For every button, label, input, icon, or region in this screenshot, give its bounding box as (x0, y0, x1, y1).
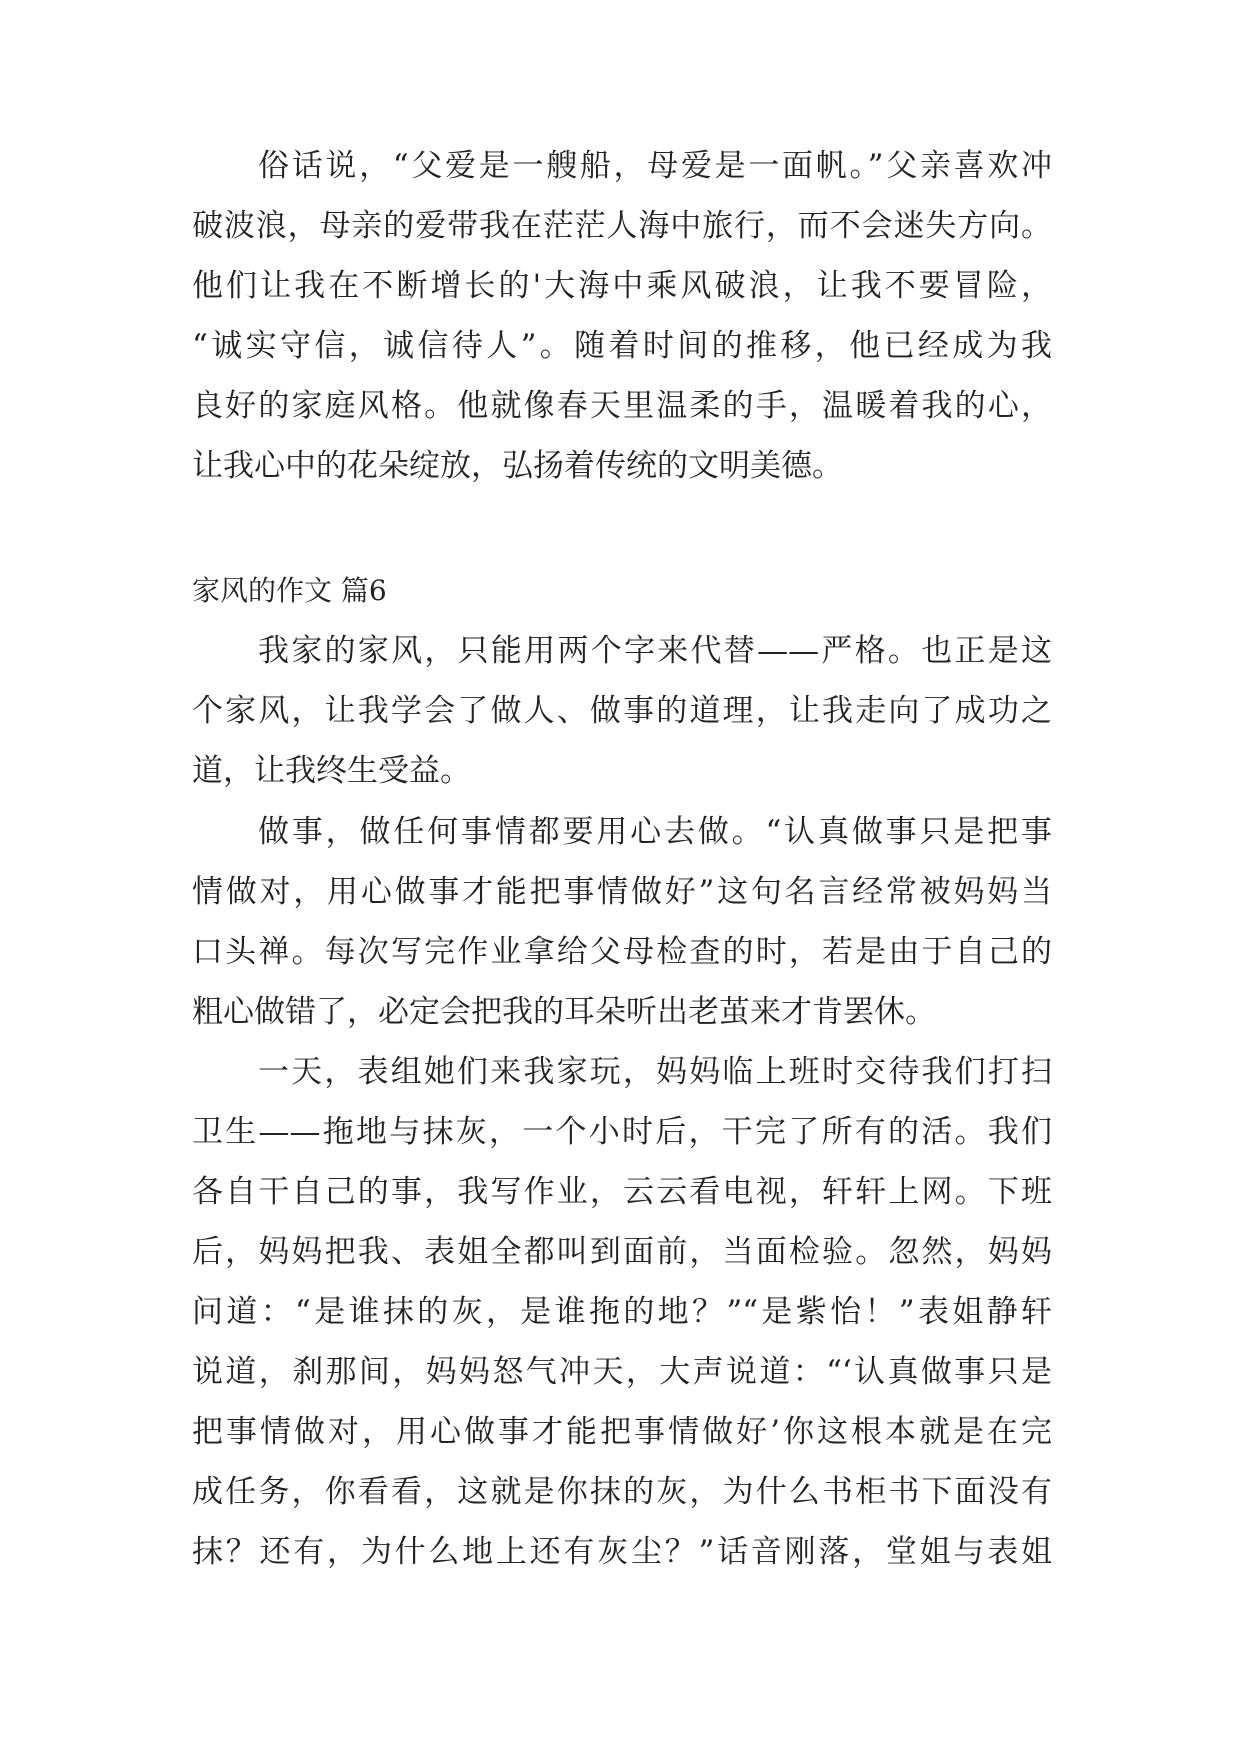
paragraph-line: 他们让我在不断增长的'大海中乘风破浪，让我不要冒险， (192, 268, 1052, 304)
paragraph-line: 各自干自己的事，我写作业，云云看电视，轩轩上网。下班 (192, 1174, 1052, 1210)
paragraph-line: 问道：“是谁抹的灰，是谁拖的地？”“是紫怡！”表姐静轩 (192, 1294, 1052, 1330)
paragraph-3 (192, 802, 1052, 1042)
paragraph-line: 说道，刹那间，妈妈怒气冲天，大声说道：“‘认真做事只是 (192, 1354, 1052, 1390)
section-heading-block (192, 561, 1052, 621)
paragraph-1 (192, 136, 1052, 496)
paragraph-line: 情做对，用心做事才能把事情做好”这句名言经常被妈妈当 (192, 874, 1052, 910)
paragraph-line: 让我心中的花朵绽放，弘扬着传统的文明美德。 (192, 448, 843, 484)
paragraph-line: 做事，做任何事情都要用心去做。“认真做事只是把事 (258, 814, 1052, 850)
paragraph-line: 道，让我终生受益。 (192, 753, 471, 789)
paragraph-line: “诚实守信，诚信待人”。随着时间的推移，他已经成为我 (192, 328, 1052, 364)
paragraph-line: 粗心做错了，必定会把我的耳朵听出老茧来才肯罢休。 (192, 994, 936, 1030)
paragraph-4 (192, 1042, 1052, 1582)
paragraph-line: 俗话说，“父爱是一艘船，母爱是一面帆。”父亲喜欢冲 (258, 148, 1052, 184)
paragraph-line: 抹？还有，为什么地上还有灰尘？”话音刚落，堂姐与表姐 (192, 1534, 1052, 1570)
paragraph-line: 成任务，你看看，这就是你抹的灰，为什么书柜书下面没有 (192, 1474, 1052, 1510)
paragraph-line: 口头禅。每次写完作业拿给父母检查的时，若是由于自己的 (192, 934, 1052, 970)
paragraph-line: 个家风，让我学会了做人、做事的道理，让我走向了成功之 (192, 693, 1052, 729)
paragraph-line: 良好的家庭风格。他就像春天里温柔的手，温暖着我的心， (192, 388, 1052, 424)
paragraph-2 (192, 621, 1052, 801)
paragraph-line: 破波浪，母亲的爱带我在茫茫人海中旅行，而不会迷失方向。 (192, 208, 1052, 244)
paragraph-line: 后，妈妈把我、表姐全都叫到面前，当面检验。忽然，妈妈 (192, 1234, 1052, 1270)
paragraph-line: 把事情做对，用心做事才能把事情做好’你这根本就是在完 (192, 1414, 1052, 1450)
paragraph-line: 卫生——拖地与抹灰，一个小时后，干完了所有的活。我们 (192, 1114, 1052, 1150)
paragraph-line: 我家的家风，只能用两个字来代替——严格。也正是这 (258, 633, 1052, 669)
section-title: 家风的作文 篇6 (192, 574, 387, 607)
paragraph-line: 一天，表组她们来我家玩，妈妈临上班时交待我们打扫 (258, 1054, 1052, 1090)
